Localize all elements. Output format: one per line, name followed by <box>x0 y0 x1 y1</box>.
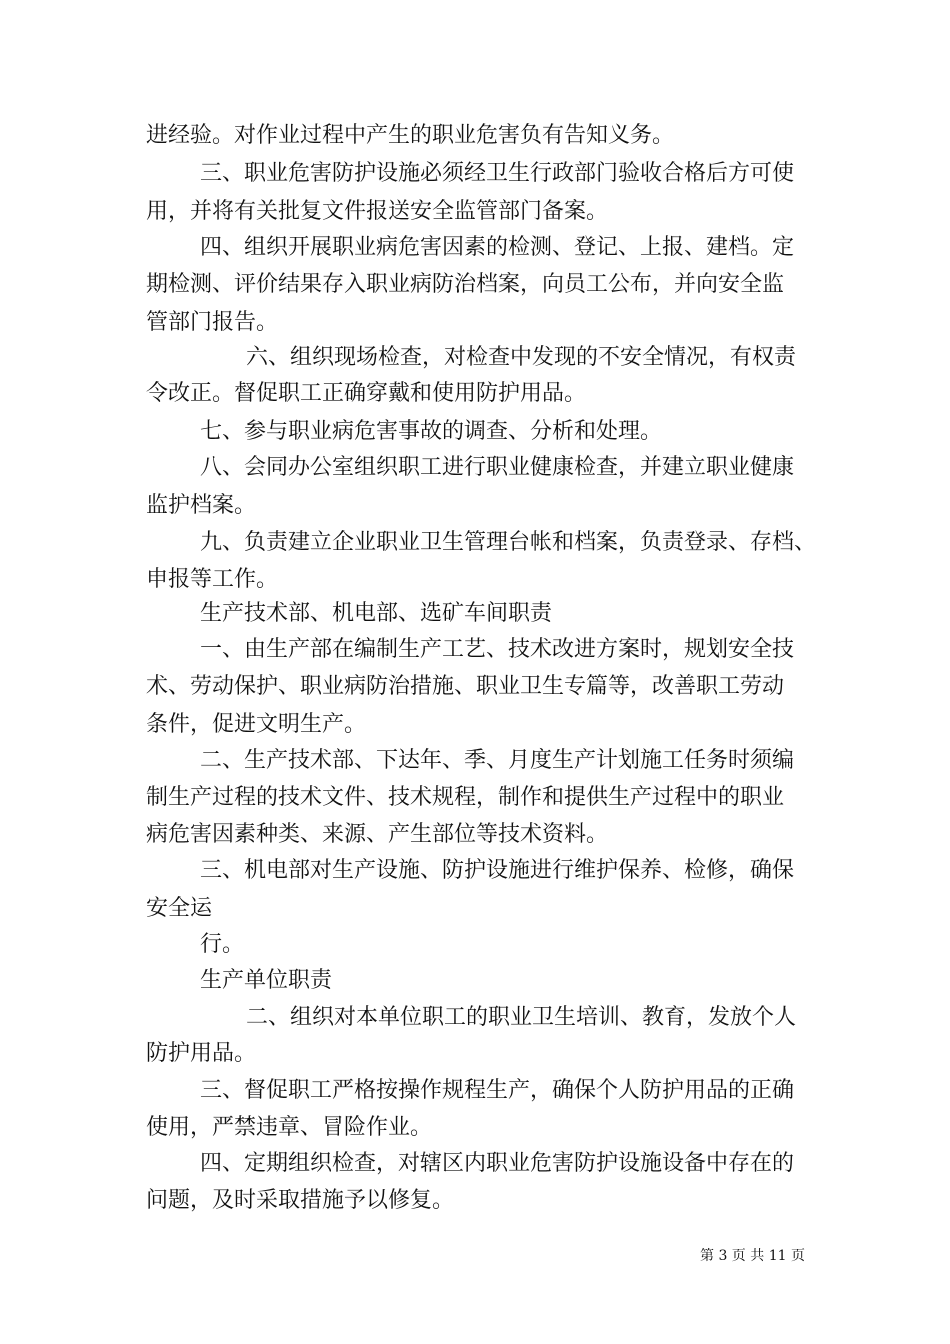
text-line: 进经验。对作业过程中产生的职业危害负有告知义务。 <box>146 123 675 148</box>
text-line: 一、由生产部在编制生产工艺、技术改进方案时，规划安全技 <box>200 637 795 662</box>
text-line: 管部门报告。 <box>146 310 279 335</box>
text-line: 六、组织现场检查，对检查中发现的不安全情况，有权责 <box>246 345 797 370</box>
text-line: 用，并将有关批复文件报送安全监管部门备案。 <box>146 199 609 224</box>
text-line: 病危害因素种类、来源、产生部位等技术资料。 <box>146 822 609 847</box>
text-line: 九、负责建立企业职业卫生管理台帐和档案，负责登录、存档、 <box>200 530 817 555</box>
text-line: 行。 <box>200 932 245 957</box>
text-line: 三、督促职工严格按操作规程生产，确保个人防护用品的正确 <box>200 1078 795 1103</box>
text-line: 三、机电部对生产设施、防护设施进行维护保养、检修，确保 <box>200 858 795 883</box>
text-line: 三、职业危害防护设施必须经卫生行政部门验收合格后方可使 <box>200 161 795 186</box>
text-line: 二、组织对本单位职工的职业卫生培训、教育，发放个人 <box>246 1005 797 1030</box>
text-line: 防护用品。 <box>146 1041 257 1066</box>
text-line: 制生产过程的技术文件、技术规程，制作和提供生产过程中的职业 <box>146 785 785 810</box>
text-line: 申报等工作。 <box>146 567 279 592</box>
text-line: 问题，及时采取措施予以修复。 <box>146 1188 455 1213</box>
text-line: 四、组织开展职业病危害因素的检测、登记、上报、建档。定 <box>200 235 795 260</box>
section-heading: 生产技术部、机电部、选矿车间职责 <box>200 601 553 626</box>
text-line: 八、会同办公室组织职工进行职业健康检查，并建立职业健康 <box>200 455 795 480</box>
text-line: 期检测、评价结果存入职业病防治档案，向员工公布，并向安全监 <box>146 272 785 297</box>
text-line: 二、生产技术部、下达年、季、月度生产计划施工任务时须编 <box>200 748 795 773</box>
text-line: 令改正。督促职工正确穿戴和使用防护用品。 <box>146 381 587 406</box>
section-heading: 生产单位职责 <box>200 968 333 993</box>
text-line: 使用，严禁违章、冒险作业。 <box>146 1115 433 1140</box>
text-line: 监护档案。 <box>146 493 257 518</box>
text-line: 条件，促进文明生产。 <box>146 712 367 737</box>
page-number: 第 3 页 共 11 页 <box>700 1248 805 1264</box>
text-line: 术、劳动保护、职业病防治措施、职业卫生专篇等，改善职工劳动 <box>146 674 785 699</box>
text-line: 四、定期组织检查，对辖区内职业危害防护设施设备中存在的 <box>200 1151 795 1176</box>
text-line: 七、参与职业病危害事故的调查、分析和处理。 <box>200 419 663 444</box>
text-line: 安全运 <box>146 896 213 921</box>
